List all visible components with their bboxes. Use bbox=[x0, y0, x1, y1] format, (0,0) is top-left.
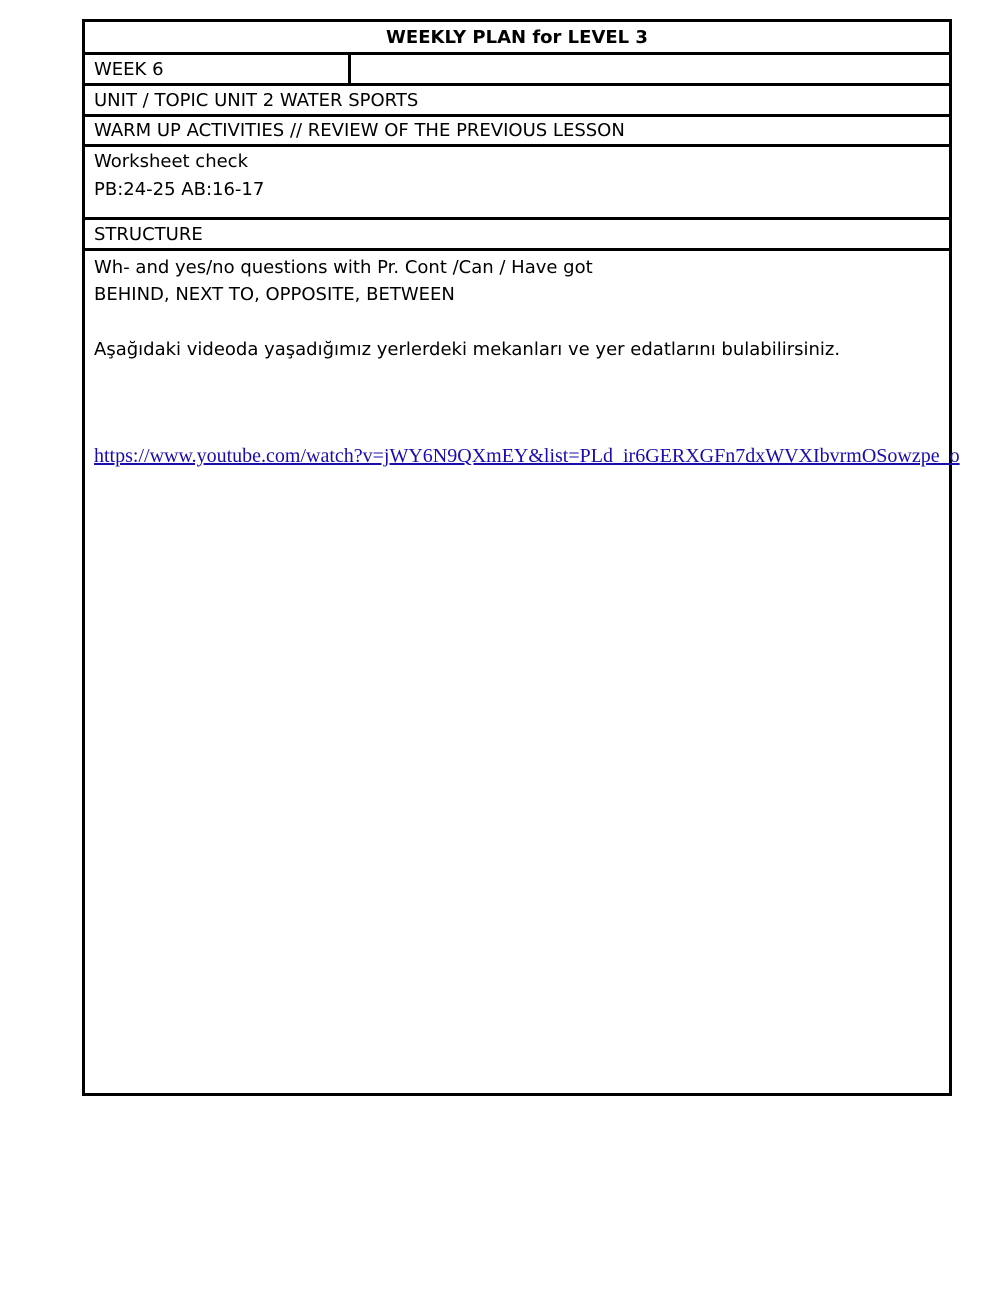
structure-questions: Wh- and yes/no questions with Pr. Cont /Can / Have got bbox=[94, 257, 593, 278]
structure-prepositions: BEHIND, NEXT TO, OPPOSITE, BETWEEN bbox=[94, 284, 455, 305]
structure-note: Aşağıdaki videoda yaşadığımız yerlerdeki mekanları ve yer edatlarını bulabilirsiniz. bbox=[94, 339, 841, 360]
week-divider bbox=[348, 55, 351, 83]
warm-up-heading: WARM UP ACTIVITIES // REVIEW OF THE PREVIOUS LESSON bbox=[94, 120, 625, 141]
weekly-plan-table bbox=[82, 19, 960, 1096]
structure-content bbox=[85, 251, 960, 1093]
unit-topic-row bbox=[85, 86, 949, 117]
week-row bbox=[85, 55, 949, 86]
title-row bbox=[85, 22, 949, 55]
structure-label: STRUCTURE bbox=[94, 224, 203, 245]
page-references: PB:24-25 AB:16-17 bbox=[94, 179, 265, 200]
warm-up-row bbox=[85, 117, 949, 147]
worksheet-check: Worksheet check bbox=[94, 151, 248, 172]
week-label: WEEK 6 bbox=[94, 59, 164, 80]
worksheet-check-row bbox=[85, 147, 949, 220]
video-link[interactable]: https://www.youtube.com/watch?v=jWY6N9QXmEY&list=PLd_ir6GERXGFn7dxWVXIbvrmOSowzpe_o bbox=[94, 445, 960, 467]
unit-topic: UNIT / TOPIC UNIT 2 WATER SPORTS bbox=[94, 90, 419, 111]
structure-row bbox=[85, 220, 949, 251]
plan-title: WEEKLY PLAN for LEVEL 3 bbox=[386, 27, 648, 48]
